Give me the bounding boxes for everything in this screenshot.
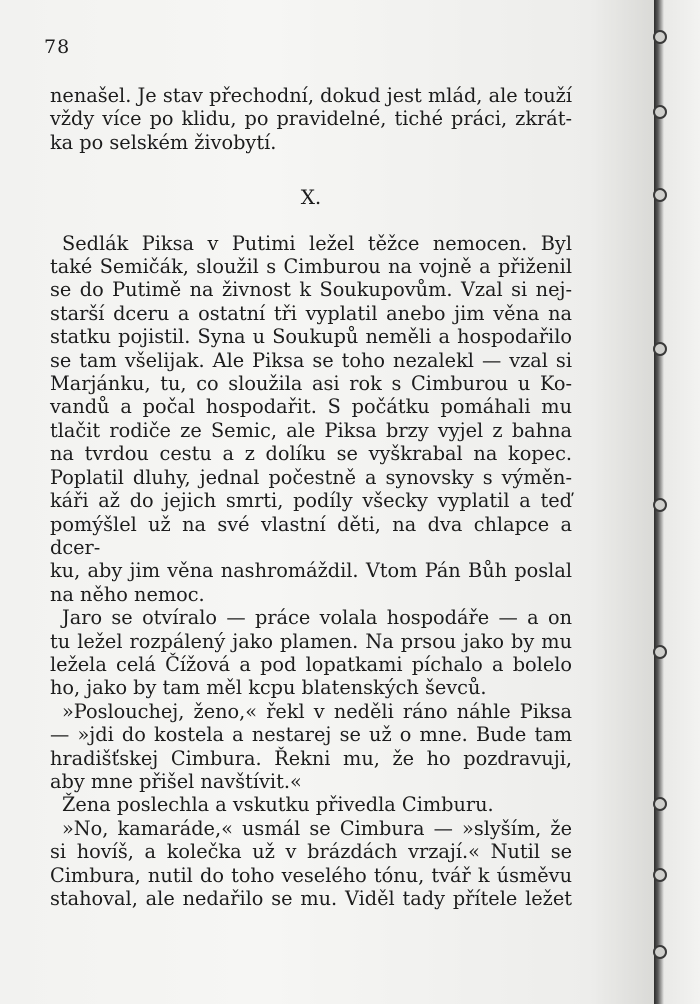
binding-stitch-icon [653, 645, 667, 659]
binding-stitch-icon [653, 105, 667, 119]
paragraph-5 [50, 817, 572, 911]
text-line: Sedlák Piksa v Putimi ležel těžce nemocen. Byl [62, 231, 572, 255]
paragraph-2 [50, 606, 572, 700]
binding-stitch-icon [653, 797, 667, 811]
text-line: Cimbura, nutil do toho veselého tónu, tvář k úsměvu [50, 863, 572, 887]
binding-stitch-icon [653, 30, 667, 44]
text-line: ku, aby jim věna nashromáždil. Vtom Pán Bůh poslal [50, 559, 572, 583]
text-line: ka po selském živobytí. [50, 130, 277, 154]
text-line: nenašel. Je stav přechodní, dokud jest mlád, ale touží [50, 84, 572, 107]
paragraph-intro [50, 84, 572, 154]
paragraph-3 [50, 700, 572, 794]
text-line: pomýšlel už na své vlastní děti, na dva chlapce a dcer- [50, 512, 572, 559]
text-line: — »jdi do kostela a nestarej se už o mne. Bude tam [50, 723, 572, 747]
text-line: na tvrdou cestu a z dolíku se vyškrabal na kopec. [50, 442, 572, 466]
text-line: aby mne přišel navštívit.« [50, 769, 302, 793]
text-line: vždy více po klidu, po pravidelné, tiché práci, zkrát- [50, 107, 572, 131]
text-line: hradišťskej Cimbura. Řekni mu, že ho pozdravuji, [50, 746, 572, 770]
paragraph-4 [50, 793, 572, 816]
text-line: »No, kamaráde,« usmál se Cimbura — »slyším, že [62, 816, 572, 840]
text-line: tlačit rodiče ze Semic, ale Piksa brzy vyjel z bahna [50, 418, 572, 442]
text-line: ležela celá Čížová a pod lopatkami píchalo a bolelo [50, 652, 572, 676]
text-line: káři až do jejich smrti, podíly všecky vyplatil a teď [50, 489, 572, 513]
text-line: »Poslouchej, ženo,« řekl v neděli ráno náhle Piksa [62, 699, 572, 723]
text-line: stahoval, ale nedařilo se mu. Viděl tady přítele ležet [50, 887, 572, 910]
binding-stitch-icon [653, 342, 667, 356]
text-line: vandů a počal hospodařit. S počátku pomáhali mu [50, 395, 572, 419]
text-line: také Semičák, sloužil s Cimburou na vojně a přiženil [50, 255, 572, 279]
text-line: Jaro se otvíralo — práce volala hospodáře — a on [62, 606, 572, 630]
page-number: 78 [44, 36, 71, 58]
binding-stitch-icon [653, 498, 667, 512]
page-text [50, 84, 572, 910]
text-line: na něho nemoc. [50, 582, 205, 606]
text-line: se do Putimě na živnost k Soukupovům. Vzal si nej- [50, 278, 572, 302]
text-line: Žena poslechla a vskutku přivedla Cimburu. [62, 793, 494, 817]
text-line: si hovíš, a kolečka už v brázdách vrzají.« Nutil se [50, 840, 572, 864]
text-line: tu ležel rozpálený jako plamen. Na prsou jako by mu [50, 629, 572, 653]
binding-stitch-icon [653, 868, 667, 882]
text-line: ho, jako by tam měl kcpu blatenských ševců. [50, 676, 487, 700]
paragraph-1 [50, 232, 572, 607]
text-line: statku pojistil. Syna u Soukupů neměli a hospodařilo [50, 325, 572, 349]
chapter-heading: X. [300, 185, 322, 210]
text-line: Marjánku, tu, co sloužila asi rok s Cimburou u Ko- [50, 372, 572, 396]
text-line: starší dceru a ostatní tři vyplatil anebo jim věna na [50, 301, 572, 325]
binding-stitch-icon [653, 188, 667, 202]
text-line: se tam všelijak. Ale Piksa se toho nezalekl — vzal si [50, 348, 572, 372]
text-line: Poplatil dluhy, jednal počestně a synovsky s výměn- [50, 465, 572, 489]
binding-stitch-icon [653, 945, 667, 959]
